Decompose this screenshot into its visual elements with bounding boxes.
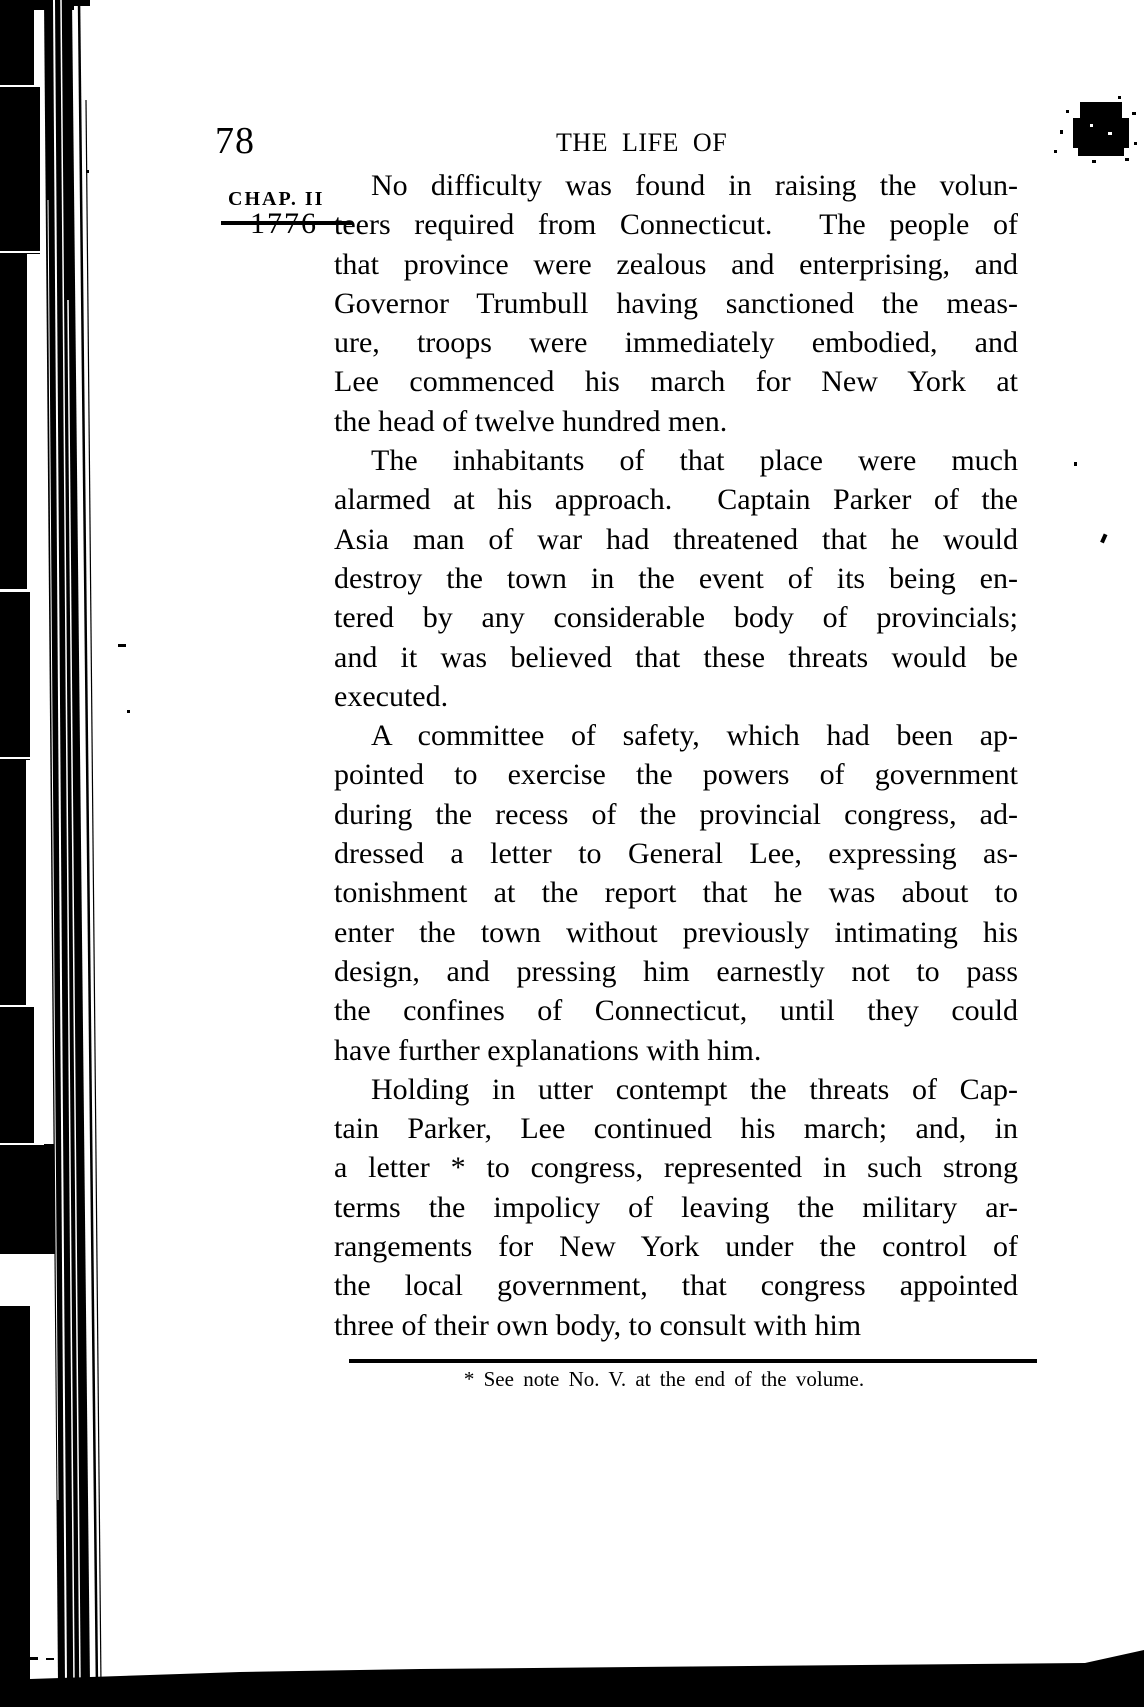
chapter-note: CHAP. II (228, 188, 325, 210)
body-line: Holding in utter contempt the threats of Cap- (371, 1072, 1018, 1106)
scan-bottom-edge-artifact (0, 1650, 1144, 1707)
body-line: A committee of safety, which had been ap- (371, 719, 1018, 753)
body-line: tonishment at the report that he was about to (334, 876, 1018, 910)
body-line: a letter * to congress, represented in such strong (334, 1151, 1018, 1185)
body-line: Asia man of war had threatened that he would (334, 522, 1018, 556)
body-column (334, 166, 1018, 1345)
body-line: pointed to exercise the powers of government (334, 758, 1018, 792)
body-line: three of their own body, to consult with him (334, 1308, 862, 1342)
running-head: THE LIFE OF (556, 128, 728, 157)
body-line: rangements for New York under the control of (334, 1230, 1018, 1264)
body-line: terms the impolicy of leaving the military ar- (334, 1190, 1018, 1224)
body-line: the local government, that congress appointed (334, 1269, 1018, 1303)
body-line: have further explanations with him. (334, 1033, 762, 1067)
body-line: No difficulty was found in raising the volun- (371, 169, 1018, 202)
body-line: Governor Trumbull having sanctioned the meas- (334, 286, 1018, 320)
body-line: destroy the town in the event of its being en- (334, 561, 1018, 595)
body-line: and it was believed that these threats would be (334, 640, 1018, 674)
scan-gutter-artifact (0, 0, 101, 1690)
body-line: that province were zealous and enterprising, and (334, 247, 1018, 281)
body-line: tered by any considerable body of provincials; (334, 601, 1018, 635)
body-line: during the recess of the provincial congress, ad- (334, 797, 1018, 831)
body-line: Lee commenced his march for New York at (334, 365, 1018, 399)
body-line: The inhabitants of that place were much (371, 444, 1018, 478)
body-line: enter the town without previously intimating his (334, 915, 1018, 949)
body-line: design, and pressing him earnestly not to pass (334, 954, 1018, 988)
year-note: 1776 (250, 207, 318, 240)
body-line: the confines of Connecticut, until they could (334, 994, 1018, 1028)
body-line: the head of twelve hundred men. (334, 404, 728, 438)
ink-smudge (1054, 96, 1137, 163)
body-line: ure, troops were immediately embodied, and (334, 326, 1018, 360)
body-line: alarmed at his approach. Captain Parker of the (334, 483, 1018, 517)
footnote: * See note No. V. at the end of the volume. (463, 1367, 865, 1391)
body-line: teers required from Connecticut. The people of (334, 208, 1018, 242)
page-number: 78 (215, 120, 255, 162)
body-line: dressed a letter to General Lee, expressing as- (334, 837, 1018, 871)
footnote-rule (349, 1359, 1037, 1363)
body-line: executed. (334, 679, 449, 713)
body-line: tain Parker, Lee continued his march; and, in (334, 1112, 1018, 1146)
